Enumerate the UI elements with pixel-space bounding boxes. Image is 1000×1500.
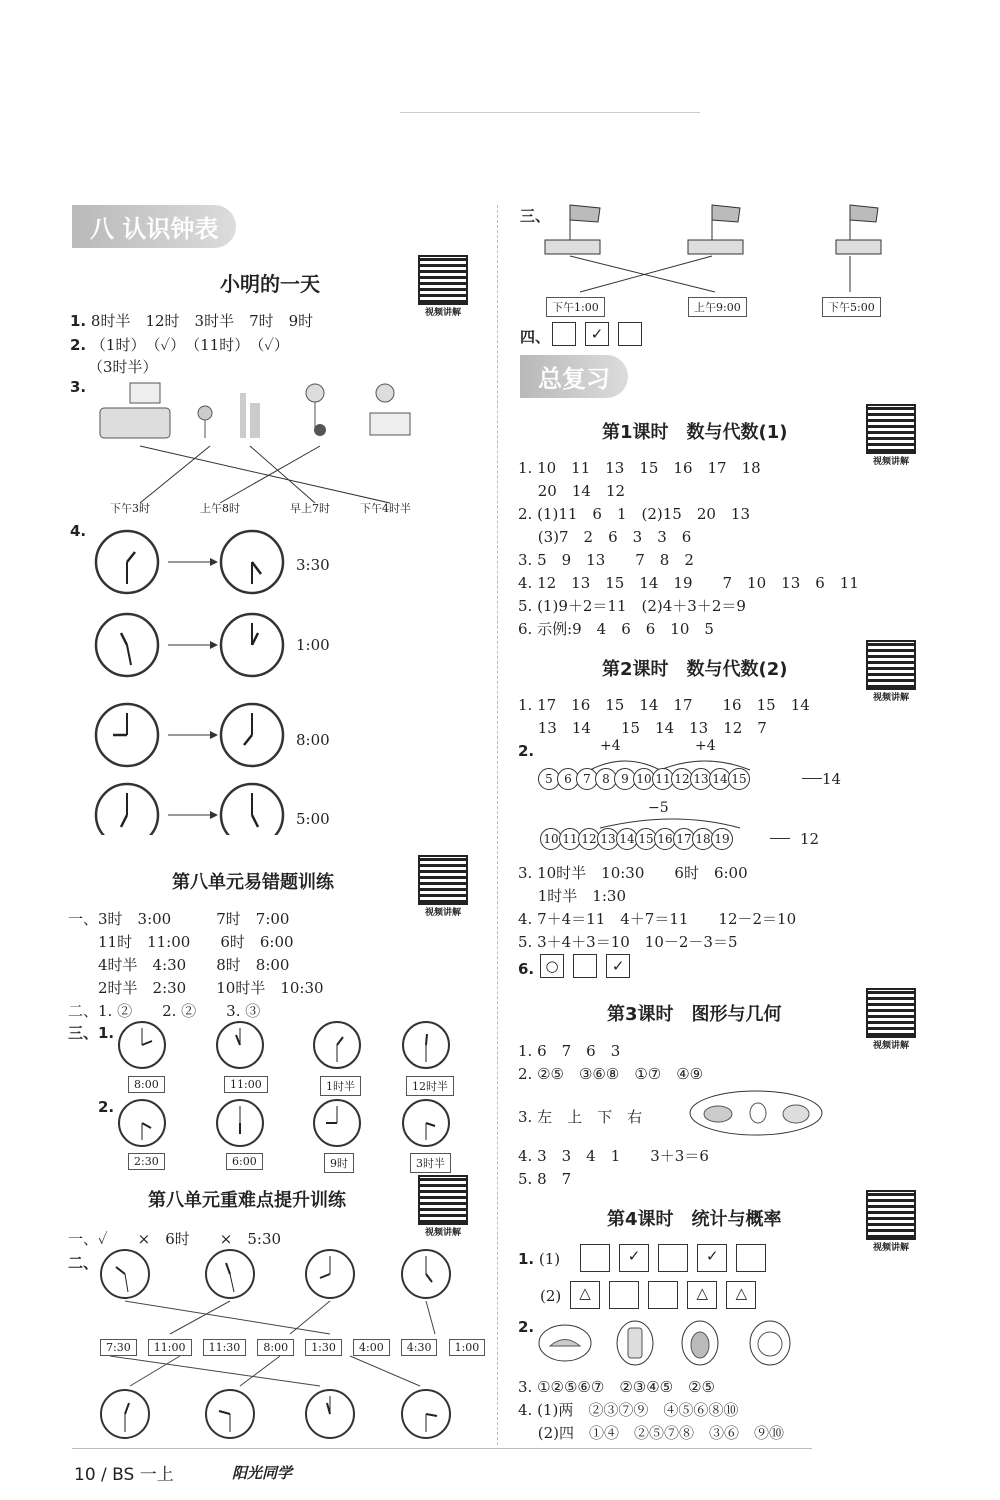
section-title: 第八单元重难点提升训练 [148, 1190, 346, 1211]
study-kid-icon [370, 384, 410, 435]
animals-oval [688, 1088, 828, 1138]
rabbit-icon [750, 1103, 766, 1123]
time-label: 上午8时 [200, 502, 240, 515]
lesson-title: 第2课时 数与代数(2) [602, 659, 788, 680]
unit-banner: 八 认识钟表 [72, 205, 236, 248]
clock-label: 3时半 [410, 1153, 451, 1173]
clock-label: 8:00 [128, 1076, 165, 1093]
number-line [538, 768, 747, 790]
qr-code[interactable] [866, 988, 916, 1051]
number-circle: 16 [654, 828, 676, 850]
answer-boxes [570, 1281, 760, 1309]
section-title: 第八单元易错题训练 [172, 872, 334, 893]
clock-icon [403, 1022, 449, 1068]
number-circle: 14 [616, 828, 638, 850]
clock-label: 1时半 [320, 1076, 361, 1096]
column-divider [497, 205, 498, 1445]
number-circle: 13 [690, 768, 712, 790]
clock-answer: 8:00 [296, 731, 330, 749]
clock-pairs [90, 525, 310, 835]
answer-line: 一、3时 3:00 7时 7:00 [68, 910, 290, 928]
qr-caption: 视频讲解 [872, 1041, 909, 1051]
answer-line: 13 14 15 14 13 12 7 [518, 719, 767, 737]
question-number: 6. [518, 960, 535, 978]
number-circle: 6 [557, 768, 579, 790]
answer-line: 1. 17 16 15 14 17 16 15 14 [518, 696, 810, 714]
question-number: 2. [98, 1098, 115, 1116]
answer-line: 3. 5 9 13 7 8 2 [518, 551, 694, 569]
qr-caption: 视频讲解 [424, 1228, 461, 1238]
line-tail [802, 778, 822, 779]
footer-rule [72, 1448, 812, 1449]
flag-icon [688, 205, 743, 254]
plus-label: +4 [695, 738, 716, 754]
clock-answer: 1:00 [296, 636, 330, 654]
clock-label: 11:00 [224, 1076, 268, 1093]
qr-caption: 视频讲解 [424, 908, 461, 918]
clock-label: 9时 [324, 1153, 354, 1173]
number-circle: 10 [540, 828, 562, 850]
clock-icon [206, 1390, 254, 1438]
answer-boxes [580, 1244, 770, 1272]
time-label: 下午5:00 [822, 297, 881, 317]
answer-line: 6. 示例:9 4 6 6 10 5 [518, 620, 714, 638]
number-line-answer: 14 [822, 770, 842, 788]
answer-line: 3. 左 上 下 右 [518, 1108, 643, 1126]
answer-line: (2) [540, 1287, 562, 1305]
time-option: 11:00 [148, 1339, 192, 1356]
answer-line: 1. 8时半 12时 3时半 7时 9时 [70, 312, 314, 330]
minus-label: −5 [648, 800, 669, 816]
empty-box [573, 954, 597, 978]
number-line-answer: 12 [800, 830, 820, 848]
qr-image [418, 1175, 468, 1225]
time-option: 4:30 [401, 1339, 438, 1356]
qr-image [866, 988, 916, 1038]
page-footer: 10 / BS 一上 [74, 1465, 174, 1485]
check-box: ✓ [619, 1244, 649, 1272]
brand-logo: 阳光同学 [232, 1464, 293, 1482]
clock-icon [221, 531, 283, 593]
empty-box [658, 1244, 688, 1272]
answer-line: (2)四 ①④ ②⑤⑦⑧ ③⑥ ⑨⑩ [518, 1424, 785, 1442]
alarm-clock-icon [758, 1332, 782, 1356]
number-circle: 5 [538, 768, 560, 790]
answer-line: 1. 6 7 6 3 [518, 1042, 621, 1060]
answer-line: 5. (1)9＋2＝11 (2)4＋3＋2＝9 [518, 597, 746, 615]
answer-line: （3时半） [88, 358, 158, 376]
empty-box [648, 1281, 678, 1309]
qr-caption: 视频讲解 [872, 1243, 909, 1253]
soccer-kid-icon [306, 384, 326, 436]
number-circle: 15 [635, 828, 657, 850]
turtle-icon [704, 1106, 732, 1122]
time-option: 1:00 [449, 1339, 486, 1356]
question-number: 三、1. [68, 1024, 115, 1042]
qr-image [866, 640, 916, 690]
qr-image [418, 855, 468, 905]
answer-line: 20 14 12 [518, 482, 626, 500]
empty-box [736, 1244, 766, 1272]
clock-icon [217, 1022, 263, 1068]
check-box: ✓ [585, 322, 609, 346]
clock-label: 6:00 [226, 1153, 263, 1170]
question-number: 4. [70, 522, 87, 540]
number-circle: 18 [692, 828, 714, 850]
answer-line: 5. 8 7 [518, 1170, 572, 1188]
time-option: 8:00 [257, 1339, 294, 1356]
clock-icon [96, 704, 158, 766]
answer-boxes [540, 954, 634, 978]
qr-image [418, 255, 468, 305]
number-circle: 12 [578, 828, 600, 850]
flag-matching [540, 200, 900, 300]
question-number: 2. [518, 742, 535, 760]
number-circle: 19 [711, 828, 733, 850]
answer-boxes [552, 322, 646, 346]
answer-line: 2. ②⑤ ③⑥⑧ ①⑦ ④⑨ [518, 1065, 704, 1083]
number-circle: 12 [671, 768, 693, 790]
clock-icon [119, 1022, 165, 1068]
clock-icon [221, 784, 283, 835]
number-circle: 9 [614, 768, 636, 790]
answer-line: 4. 3 3 4 1 3＋3＝6 [518, 1147, 709, 1165]
flag-icon [836, 205, 881, 254]
answer-line: 5. 3＋4＋3＝10 10－2－3＝5 [518, 933, 738, 951]
answer-line: 2时半 2:30 10时半 10:30 [68, 979, 324, 997]
clock-icon [206, 1250, 254, 1298]
answer-line: 1. 10 11 13 15 16 17 18 [518, 459, 761, 477]
elephant-icon [783, 1105, 809, 1123]
qr-image [866, 404, 916, 454]
clock-label: 12时半 [406, 1076, 454, 1096]
check-box: ✓ [697, 1244, 727, 1272]
time-option: 4:00 [353, 1339, 390, 1356]
clock-icon [96, 784, 158, 835]
question-number: 2. [518, 1318, 535, 1336]
time-option: 11:30 [203, 1339, 247, 1356]
clock-icon [314, 1022, 360, 1068]
top-rule [400, 112, 700, 113]
matching-illustration [90, 378, 450, 518]
answer-line: 一、✓ × 6时 × 5:30 [68, 1230, 282, 1248]
empty-box [580, 1244, 610, 1272]
qr-caption: 视频讲解 [872, 457, 909, 467]
answer-line: 2. （1时） （✓） （11时） （✓） [70, 336, 289, 354]
circle-box: ○ [540, 954, 564, 978]
clock-icon [402, 1250, 450, 1298]
number-circle: 11 [652, 768, 674, 790]
time-option: 1:30 [305, 1339, 342, 1356]
pineapple-icon [691, 1332, 709, 1358]
flag-icon [545, 205, 600, 254]
time-label: 下午1:00 [546, 297, 605, 317]
time-option: 7:30 [100, 1339, 137, 1356]
answer-line: 4. (1)两 ②③⑦⑨ ④⑤⑥⑧⑩ [518, 1401, 739, 1419]
triangle-box: △ [570, 1281, 600, 1309]
review-banner: 总复习 [520, 355, 628, 398]
clock-icon [221, 614, 283, 676]
lesson-title: 第3课时 图形与几何 [607, 1004, 782, 1025]
empty-box [609, 1281, 639, 1309]
qr-code[interactable] [866, 1190, 916, 1253]
clock-label: 2:30 [128, 1153, 165, 1170]
clock-icon [306, 1390, 354, 1438]
qr-caption: 视频讲解 [872, 693, 909, 703]
question-number: 3. [70, 378, 87, 396]
clock-icon [403, 1100, 449, 1146]
answer-line: 二、1. ② 2. ② 3. ③ [68, 1002, 261, 1020]
empty-box [552, 322, 576, 346]
triangle-box: △ [726, 1281, 756, 1309]
qr-code[interactable] [866, 640, 916, 703]
triangle-box: △ [687, 1281, 717, 1309]
clock-icon [402, 1390, 450, 1438]
time-label: 下午3时 [110, 502, 150, 515]
line-tail [770, 838, 790, 839]
number-line [540, 828, 730, 850]
number-circle: 7 [576, 768, 598, 790]
clock-icon [221, 704, 283, 766]
traffic-light-icon [628, 1328, 642, 1358]
qr-code[interactable] [418, 855, 468, 918]
number-circle: 17 [673, 828, 695, 850]
qr-code[interactable] [866, 404, 916, 467]
lesson-title: 第4课时 统计与概率 [607, 1209, 782, 1230]
qr-image [866, 1190, 916, 1240]
answer-line: 1. (1) [518, 1250, 561, 1268]
clock-icon [119, 1100, 165, 1146]
time-label: 早上7时 [290, 502, 330, 515]
clock-icon [96, 531, 158, 593]
clock-icon [314, 1100, 360, 1146]
section-title: 小明的一天 [220, 272, 320, 296]
time-label: 上午9:00 [688, 297, 747, 317]
answer-line: (3)7 2 6 3 3 6 [518, 528, 692, 546]
qr-code[interactable] [418, 1175, 468, 1238]
number-circle: 10 [633, 768, 655, 790]
answer-line: 3. ①②⑤⑥⑦ ②③④⑤ ②⑤ [518, 1378, 715, 1396]
clock-icon [101, 1250, 149, 1298]
answer-line: 4. 12 13 15 14 19 7 10 13 6 11 [518, 574, 859, 592]
empty-box [618, 322, 642, 346]
bed-picture-icon [100, 383, 170, 438]
lesson-title: 第1课时 数与代数(1) [602, 422, 788, 443]
answer-line: 4时半 4:30 8时 8:00 [68, 956, 290, 974]
time-label: 下午4时半 [360, 502, 411, 515]
answer-line: 11时 11:00 6时 6:00 [68, 933, 294, 951]
number-circle: 14 [709, 768, 731, 790]
qr-caption: 视频讲解 [424, 308, 461, 318]
clock-answer: 3:30 [296, 556, 330, 574]
question-number: 二、 [68, 1254, 99, 1272]
number-circle: 15 [728, 768, 750, 790]
answer-line: 4. 7＋4＝11 4＋7＝11 12－2＝10 [518, 910, 797, 928]
time-options [100, 1336, 485, 1355]
kids-flag-icon [198, 393, 260, 438]
question-number: 四、 [520, 328, 551, 346]
clock-icon [217, 1100, 263, 1146]
plus-label: +4 [600, 738, 621, 754]
clock-icon [306, 1250, 354, 1298]
number-circle: 13 [597, 828, 619, 850]
clock-answer: 5:00 [296, 810, 330, 828]
answer-line: 3. 10时半 10:30 6时 6:00 [518, 864, 748, 882]
number-circle: 8 [595, 768, 617, 790]
clock-icon [96, 614, 158, 676]
check-box: ✓ [606, 954, 630, 978]
answer-line: 1时半 1:30 [518, 887, 626, 905]
items-picture [535, 1318, 805, 1368]
clock-icon [101, 1390, 149, 1438]
number-circle: 11 [559, 828, 581, 850]
question-number: 三、 [520, 207, 551, 225]
answer-line: 2. (1)11 6 1 (2)15 20 13 [518, 505, 751, 523]
qr-code[interactable] [418, 255, 468, 318]
